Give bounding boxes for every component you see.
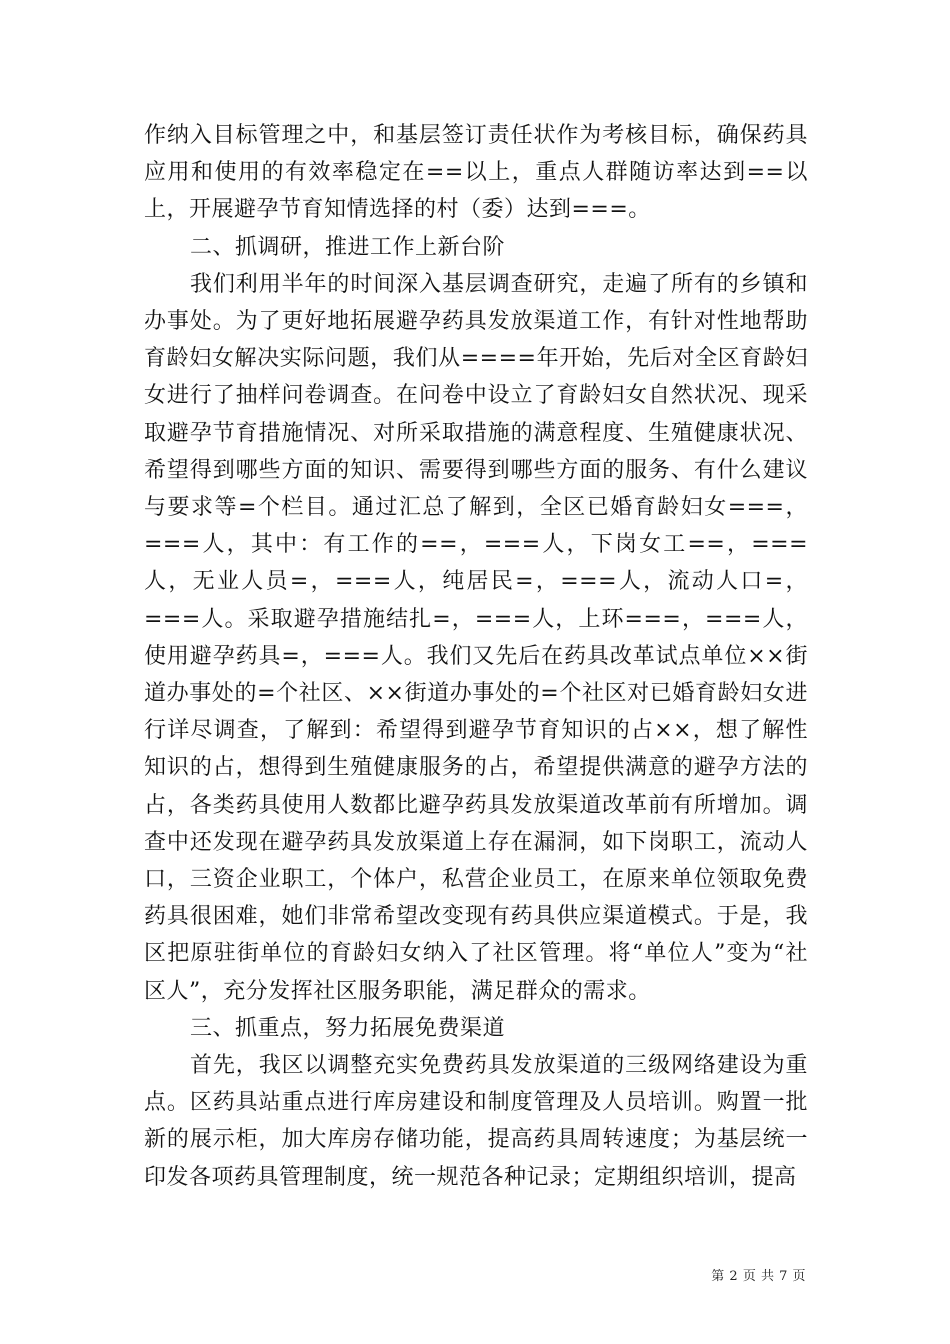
section-heading-2: 二、抓调研，推进工作上新台阶 xyxy=(190,234,506,260)
page-number-footer: 第 2 页 共 7 页 xyxy=(711,1269,806,1284)
paragraph-continued: 作纳入目标管理之中，和基层签订责任状作为考核目标，确保药具应用和使用的有效率稳定在==以上，重点人群随访率达到==以上，开展避孕节育知情选择的村（委）达到===。 xyxy=(144,123,808,223)
section-heading-3: 三、抓重点，努力拓展免费渠道 xyxy=(190,1015,506,1041)
paragraph-key-points: 首先，我区以调整充实免费药具发放渠道的三级网络建设为重点。区药具站重点进行库房建设和制度管理及人员培训。购置一批新的展示柜，加大库房存储功能，提高药具周转速度；为基层统一印发各项药具管理制度，统一规范各种记录；定期组织培训，提高 xyxy=(144,1053,808,1190)
paragraph-research: 我们利用半年的时间深入基层调查研究，走遍了所有的乡镇和办事处。为了更好地拓展避孕药具发放渠道工作，有针对性地帮助育龄妇女解决实际问题，我们从====年开始，先后对全区育龄妇女进行了抽样问卷调查。在问卷中设立了育龄妇女自然状况、现采取避孕节育措施情况、对所采取措施的满意程度、生殖健康状况、希望得到哪些方面的知识、需要得到哪些方面的服务、有什么建议与要求等=个栏目。通过汇总了解到，全区已婚育龄妇女===，===人，其中：有工作的==，===人，下岗女工==，===人，无业人员=，===人，纯居民=，===人，流动人口=，===人。采取避孕措施结扎=，===人，上环===，===人，使用避孕药具=，===人。我们又先后在药具改革试点单位××街道办事处的=个社区、××街道办事处的=个社区对已婚育龄妇女进行详尽调查，了解到：希望得到避孕节育知识的占××，想了解性知识的占，想得到生殖健康服务的占，希望提供满意的避孕方法的占，各类药具使用人数都比避孕药具发放渠道改革前有所增加。调查中还发现在避孕药具发放渠道上存在漏洞，如下岗职工，流动人口，三资企业职工，个体户，私营企业员工，在原来单位领取免费药具很困难，她们非常希望改变现有药具供应渠道模式。于是，我区把原驻街单位的育龄妇女纳入了社区管理。将“单位人”变为“社区人”，充分发挥社区服务职能，满足群众的需求。 xyxy=(144,271,808,1004)
document-body xyxy=(144,117,808,1196)
